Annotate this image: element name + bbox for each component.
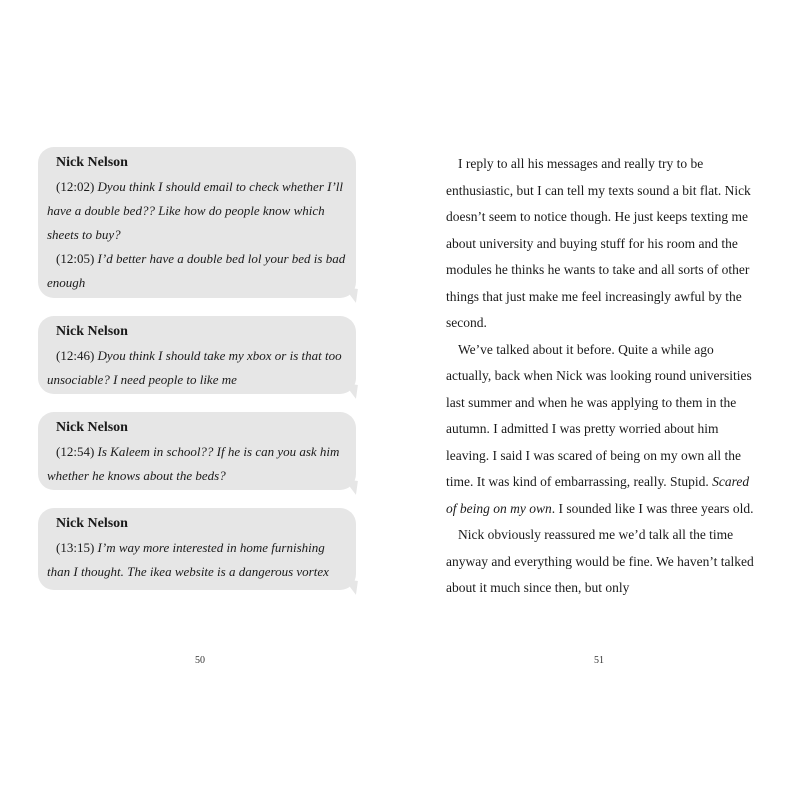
- message-text: I’m way more interested in home furnishing than I thought. The ikea website is a dangerous vortex: [47, 540, 329, 579]
- message-line: [47, 344, 348, 392]
- message-time: (13:15): [56, 540, 95, 555]
- emphasis-text: Scared of being on my own: [446, 474, 750, 516]
- sender-name: Nick Nelson: [56, 324, 128, 339]
- page-number: 51: [594, 655, 604, 666]
- page-number: 50: [195, 655, 205, 666]
- message-line: [47, 536, 348, 584]
- paragraph: We’ve talked about it before. Quite a while ago actually, back when Nick was looking round universities last summer and when he was applying to them in the autumn. I admitted I was pretty worried about him leaving. I said I was scared of being on my own all the time. It was kind of embarrassing, really. Stupid. Scared of being on my own. I sounded like I was three years old.: [446, 341, 754, 516]
- message-line: [47, 440, 348, 488]
- sender-name: Nick Nelson: [56, 155, 128, 170]
- message-time: (12:46): [56, 348, 95, 363]
- message-text: Is Kaleem in school?? If he is can you ask him whether he knows about the beds?: [47, 444, 340, 483]
- message-bubble: [38, 508, 356, 590]
- body-text: [446, 151, 756, 602]
- message-line: [47, 175, 348, 247]
- sender-name: Nick Nelson: [56, 516, 128, 531]
- message-bubble: [38, 147, 356, 298]
- message-bubble: [38, 412, 356, 490]
- paragraph: I reply to all his messages and really try to be enthusiastic, but I can tell my texts sound a bit flat. Nick doesn’t seem to notice though. He just keeps texting me about university and buying stuff for his room and the modules he thinks he wants to take and all sorts of other things that just make me feel increasingly awful by the second.: [446, 156, 751, 330]
- right-page: [400, 0, 800, 800]
- paragraph: Nick obviously reassured me we’d talk all the time anyway and everything would be fine. We haven’t talked about it much since then, but only: [446, 527, 754, 595]
- message-time: (12:54): [56, 444, 95, 459]
- message-time: (12:05): [56, 251, 95, 266]
- message-text: Dyou think I should take my xbox or is that too unsociable? I need people to like me: [47, 348, 342, 387]
- sender-name: Nick Nelson: [56, 420, 128, 435]
- message-text: Dyou think I should email to check whether I’ll have a double bed?? Like how do people know which sheets to buy?: [47, 179, 344, 242]
- message-line: [47, 247, 348, 295]
- message-time: (12:02): [56, 179, 95, 194]
- message-bubble: [38, 316, 356, 394]
- message-text: I’d better have a double bed lol your bed is bad enough: [47, 251, 346, 290]
